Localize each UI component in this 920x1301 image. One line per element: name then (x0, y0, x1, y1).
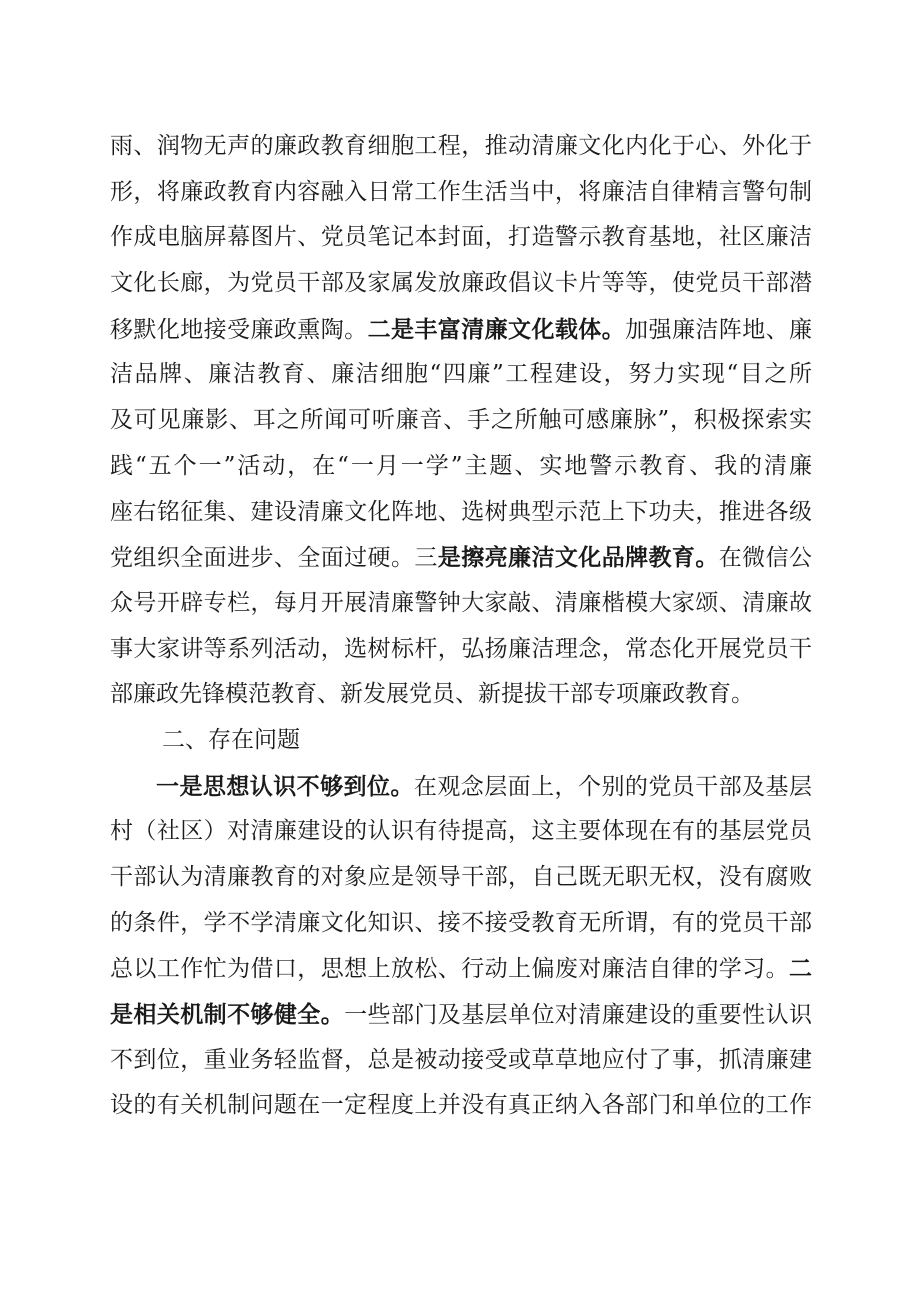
text-run: 加强廉洁阵地、廉 (625, 316, 812, 343)
text-run: 一些部门及基层单位对清廉建设的重要性认识 (344, 1002, 812, 1029)
paragraph-2 (110, 764, 812, 1130)
text-line: 形，将廉政教育内容融入日常工作生活当中，将廉洁自律精言警句制 (110, 178, 812, 205)
text-line: 村（社区）对清廉建设的认识有待提高，这主要体现在有的基层党员 (110, 818, 812, 845)
document-body (110, 124, 812, 1129)
text-line: 事大家讲等系列活动，选树标杆，弘扬廉洁理念，常态化开展党员干 (110, 635, 812, 662)
text-line: 部廉政先锋模范教育、新发展党员、新提拔干部专项廉政教育。 (110, 681, 754, 708)
text-line: 的条件，学不学清廉文化知识、接不接受教育无所谓，有的党员干部 (110, 909, 812, 936)
text-run: 移默化地接受廉政熏陶。 (110, 316, 368, 343)
text-run: 在观念层面上，个别的党员干部及基层 (413, 773, 812, 800)
text-line (110, 946, 812, 992)
text-line: 设的有关机制问题在一定程度上并没有真正纳入各部门和单位的工作 (110, 1092, 812, 1119)
text-line: 洁品牌、廉洁教育、廉洁细胞“四廉”工程建设，努力实现“目之所 (110, 361, 812, 388)
text-line: 及可见廉影、耳之所闻可听廉音、手之所触可感廉脉”，积极探索实 (110, 407, 812, 434)
text-line: 众号开辟专栏，每月开展清廉警钟大家敲、清廉楷模大家颂、清廉故 (110, 589, 812, 616)
text-line (110, 764, 812, 810)
text-line: 践“五个一”活动，在“一月一学”主题、实地警示教育、我的清廉 (110, 452, 812, 479)
bold-heading-run: 二 (789, 955, 812, 983)
text-line: 文化长廊，为党员干部及家属发放廉政倡议卡片等等，使党员干部潜 (110, 270, 812, 297)
bold-heading-run: 二是丰富清廉文化载体。 (367, 315, 626, 343)
text-line: 干部认为清廉教育的对象应是领导干部，自己既无职无权，没有腐败 (110, 864, 812, 890)
text-line: 雨、润物无声的廉政教育细胞工程，推动清廉文化内化于心、外化于 (110, 133, 812, 159)
text-line (110, 992, 812, 1038)
text-run: 在微信公 (718, 545, 812, 572)
section-heading: 二、存在问题 (162, 726, 300, 753)
bold-heading-run: 一是思想认识不够到位。 (156, 772, 414, 800)
text-line: 不到位，重业务轻监督，总是被动接受或草草地应付了事，抓清廉建 (110, 1046, 812, 1073)
text-run: 总以工作忙为借口，思想上放松、行动上偏废对廉洁自律的学习。 (110, 956, 789, 983)
text-run: 党组织全面进步、全面过硬。三 (110, 545, 438, 572)
paragraph-1 (110, 124, 812, 718)
text-line: 座右铭征集、建设清廉文化阵地、选树典型示范上下功夫，推进各级 (110, 498, 812, 525)
text-line (110, 535, 812, 581)
bold-heading-run: 是擦亮廉洁文化品牌教育。 (437, 544, 719, 572)
bold-heading-run: 是相关机制不够健全。 (110, 1001, 345, 1029)
text-line: 作成电脑屏幕图片、党员笔记本封面，打造警示教育基地，社区廉洁 (110, 224, 812, 251)
text-line (110, 307, 812, 353)
